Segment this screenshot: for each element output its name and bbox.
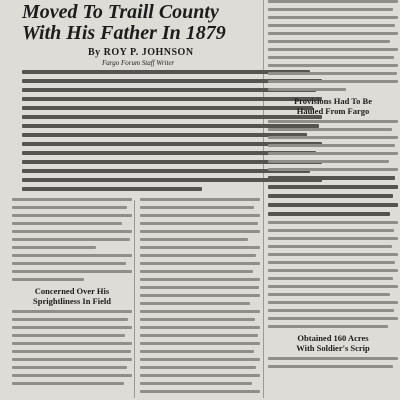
subhead-line: With Soldier's Scrip (296, 343, 370, 353)
column-right (268, 0, 398, 400)
column-middle (140, 198, 260, 400)
subhead-line: Obtained 160 Acres (297, 333, 369, 343)
subhead-line: Sprightliness In Field (33, 296, 111, 306)
headline-line-2: With His Father In 1879 (22, 22, 226, 44)
headline-line-1: Moved To Traill County (22, 1, 219, 23)
subhead-line: Provisions Had To Be (293, 96, 373, 106)
subhead-right-1 (268, 96, 398, 116)
column-rule (134, 200, 135, 398)
byline: By ROY P. JOHNSON (88, 47, 194, 58)
subhead-right-2 (268, 333, 398, 353)
subhead-line: Hauled From Fargo (296, 106, 370, 116)
subhead-line: Concerned Over His (34, 286, 110, 296)
column-left (12, 198, 132, 400)
byline-title: Fargo Forum Staff Writer (102, 59, 175, 67)
column-rule (263, 0, 264, 398)
subhead-left-1 (12, 286, 132, 306)
